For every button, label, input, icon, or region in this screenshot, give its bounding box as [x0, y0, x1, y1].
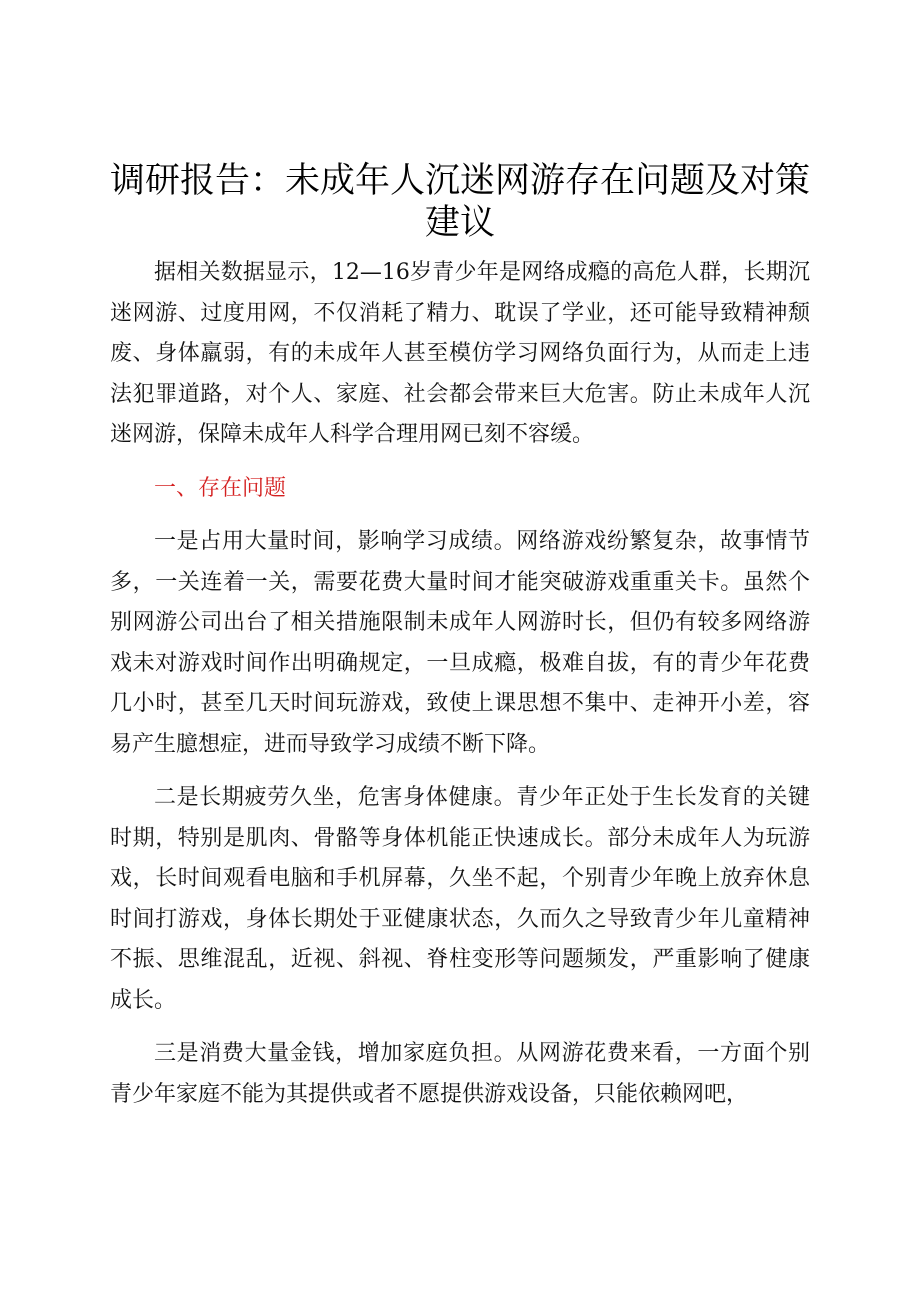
document-body [110, 253, 810, 1115]
intro-paragraph: 据相关数据显示，12—16岁青少年是网络成瘾的高危人群，长期沉迷网游、过度用网，不仅消耗了精力、耽误了学业，还可能导致精神颓废、身体羸弱，有的未成年人甚至模仿学习网络负面行为，从而走上违法犯罪道路，对个人、家庭、社会都会带来巨大危害。防止未成年人沉迷网游，保障未成年人科学合理用网已刻不容缓。 [110, 260, 810, 447]
body-paragraph: 一是占用大量时间，影响学习成绩。网络游戏纷繁复杂，故事情节多，一关连着一关，需要花费大量时间才能突破游戏重重关卡。虽然个别网游公司出台了相关措施限制未成年人网游时长，但仍有较多网络游戏未对游戏时间作出明确规定，一旦成瘾，极难自拔，有的青少年花费几小时，甚至几天时间玩游戏，致使上课思想不集中、走神开小差，容易产生臆想症，进而导致学习成绩不断下降。 [110, 529, 810, 757]
body-paragraph: 二是长期疲劳久坐，危害身体健康。青少年正处于生长发育的关键时期，特别是肌肉、骨骼等身体机能正快速成长。部分未成年人为玩游戏，长时间观看电脑和手机屏幕，久坐不起，个别青少年晚上放弃休息时间打游戏，身体长期处于亚健康状态，久而久之导致青少年儿童精神不振、思维混乱，近视、斜视、脊柱变形等问题频发，严重影响了健康成长。 [110, 785, 810, 1013]
body-paragraph: 三是消费大量金钱，增加家庭负担。从网游花费来看，一方面个别青少年家庭不能为其提供或者不愿提供游戏设备，只能依赖网吧， [110, 1041, 810, 1107]
document-title: 调研报告：未成年人沉迷网游存在问题及对策建议 [110, 161, 811, 243]
section-heading: 一、存在问题 [154, 475, 287, 501]
